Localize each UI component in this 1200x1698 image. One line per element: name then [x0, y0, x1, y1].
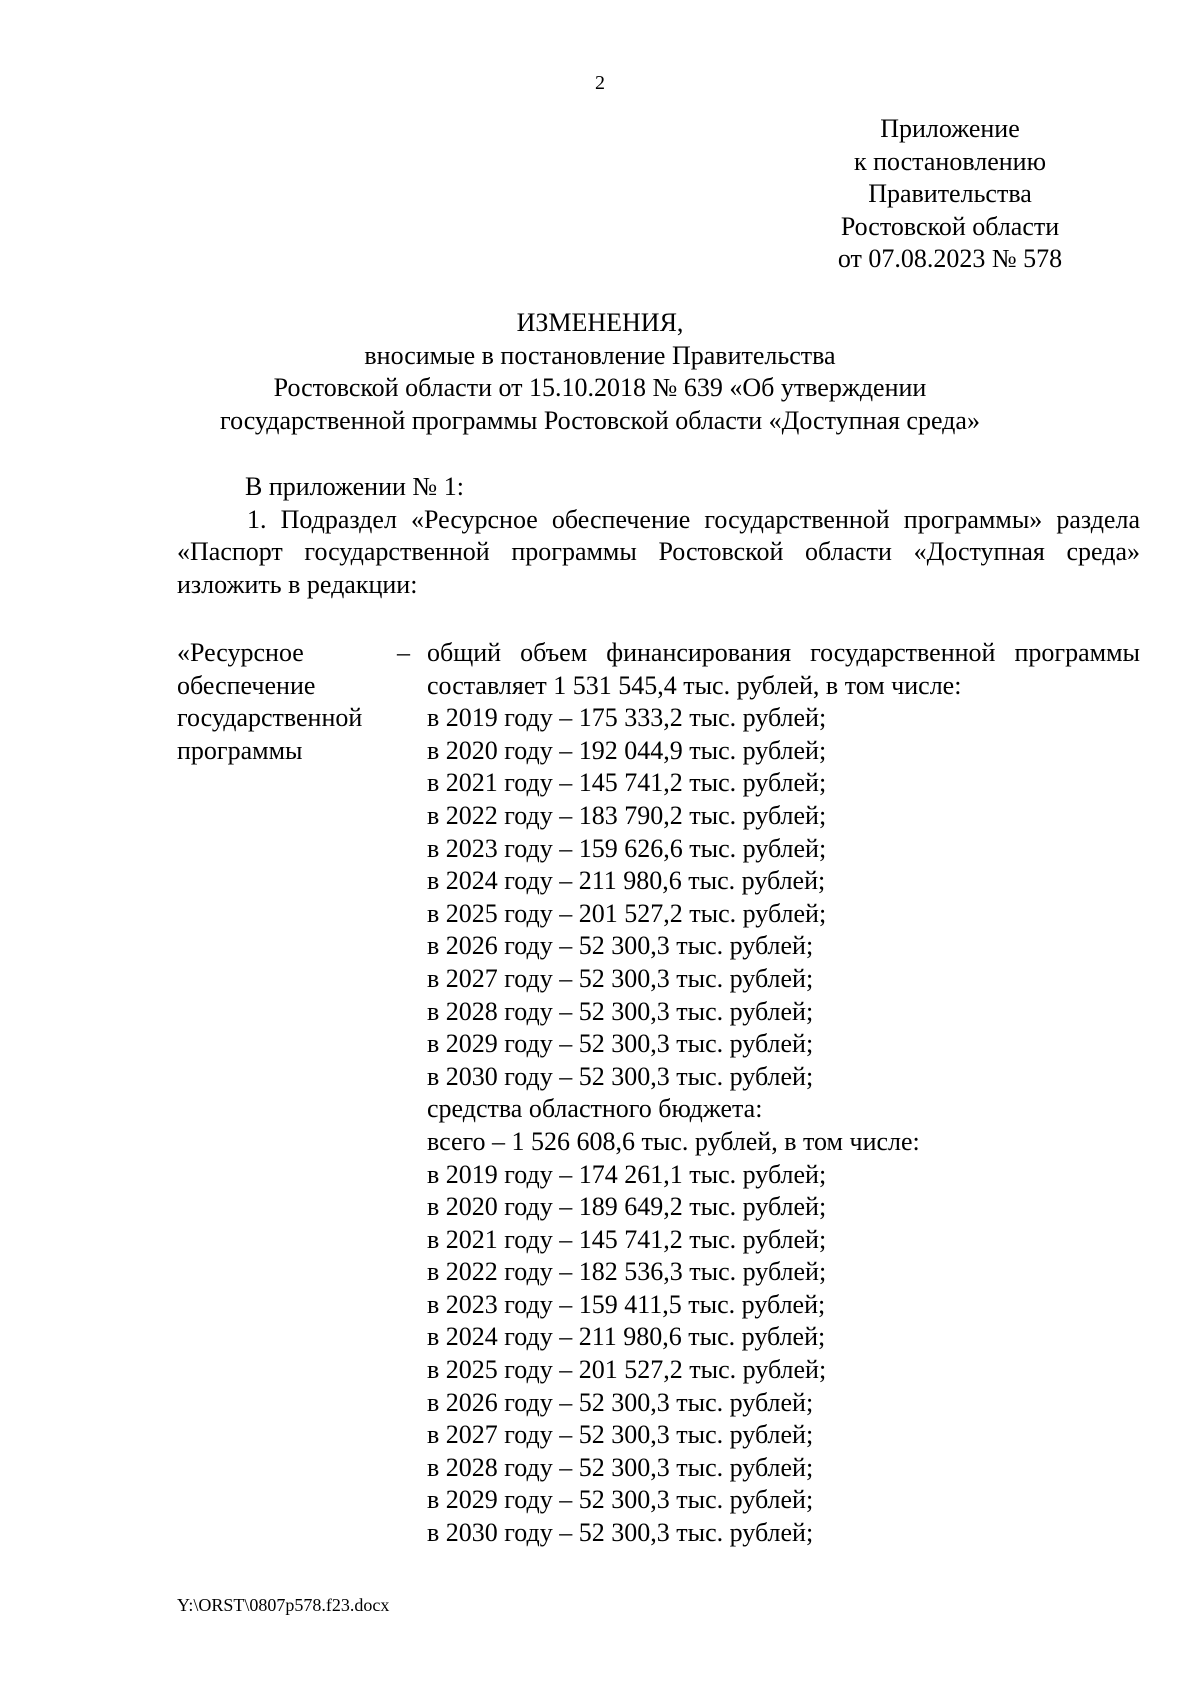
heading-line: государственной программы Ростовской области «Доступная среда» — [220, 405, 980, 435]
file-path: Y:\ORST\0807p578.f23.docx — [177, 1595, 390, 1615]
year-funding-line: в 2025 году – 201 527,2 тыс. рублей; — [427, 898, 827, 928]
year-funding-line: в 2030 году – 52 300,3 тыс. рублей; — [427, 1061, 814, 1091]
year-funding-line: в 2025 году – 201 527,2 тыс. рублей; — [427, 1355, 827, 1385]
document-title: ИЗМЕНЕНИЯ, — [516, 308, 684, 337]
year-funding-line: в 2024 году – 211 980,6 тыс. рублей; — [427, 1322, 826, 1352]
year-funding-line: в 2026 году – 52 300,3 тыс. рублей; — [427, 931, 814, 961]
year-funding-line: в 2027 году – 52 300,3 тыс. рублей; — [427, 1420, 814, 1450]
item-1-paragraph: 1. Подраздел «Ресурсное обеспечение государственной программы» раздела «Паспорт государственной программы Ростовской области «Доступная среда» изложить в редакции: — [177, 504, 1140, 599]
resource-content — [427, 637, 1140, 1550]
year-funding-line: в 2023 году – 159 411,5 тыс. рублей; — [427, 1289, 826, 1319]
year-funding-line: в 2030 году – 52 300,3 тыс. рублей; — [427, 1518, 814, 1548]
year-funding-line: в 2019 году – 175 333,2 тыс. рублей; — [427, 703, 827, 733]
resource-label: «Ресурсное обеспечение государственной программы — [177, 638, 363, 765]
regional-by-year-list — [427, 1159, 1140, 1550]
total-by-year-list — [427, 702, 1140, 1093]
year-funding-line: в 2020 году – 189 649,2 тыс. рублей; — [427, 1192, 827, 1222]
regional-budget-heading: средства областного бюджета: — [427, 1094, 763, 1124]
year-funding-line: в 2029 году – 52 300,3 тыс. рублей; — [427, 1485, 814, 1515]
year-funding-line: в 2019 году – 174 261,1 тыс. рублей; — [427, 1159, 827, 1189]
year-funding-line: в 2021 году – 145 741,2 тыс. рублей; — [427, 768, 827, 798]
year-funding-line: в 2020 году – 192 044,9 тыс. рублей; — [427, 735, 827, 765]
regional-budget-total: всего – 1 526 608,6 тыс. рублей, в том числе: — [427, 1126, 920, 1156]
appendix-line: Ростовской области — [840, 211, 1060, 241]
year-funding-line: в 2022 году – 183 790,2 тыс. рублей; — [427, 800, 827, 830]
year-funding-line: в 2022 году – 182 536,3 тыс. рублей; — [427, 1257, 827, 1287]
year-funding-line: в 2028 году – 52 300,3 тыс. рублей; — [427, 1452, 814, 1482]
year-funding-line: в 2023 году – 159 626,6 тыс. рублей; — [427, 833, 827, 863]
resource-dash: – — [397, 638, 410, 667]
funding-intro: общий объем финансирования государственной программы составляет 1 531 545,4 тыс. рублей, в том числе: — [427, 638, 1140, 700]
heading-line: Ростовской области от 15.10.2018 № 639 «Об утверждении — [273, 373, 927, 402]
heading-line: вносимые в постановление Правительства — [364, 340, 836, 370]
appendix-line: Приложение — [880, 114, 1020, 143]
appendix-reference: В приложении № 1: — [245, 472, 464, 501]
appendix-line: Правительства — [868, 179, 1032, 208]
year-funding-line: в 2027 году – 52 300,3 тыс. рублей; — [427, 963, 814, 993]
appendix-line: к постановлению — [853, 146, 1047, 176]
year-funding-line: в 2021 году – 145 741,2 тыс. рублей; — [427, 1224, 827, 1254]
year-funding-line: в 2029 году – 52 300,3 тыс. рублей; — [427, 1029, 814, 1059]
document-body — [177, 471, 1140, 601]
document-heading — [0, 307, 1200, 437]
year-funding-line: в 2026 году – 52 300,3 тыс. рублей; — [427, 1387, 814, 1417]
year-funding-line: в 2028 году – 52 300,3 тыс. рублей; — [427, 996, 814, 1026]
appendix-header — [820, 113, 1080, 276]
page-number: 2 — [595, 72, 605, 94]
appendix-line: от 07.08.2023 № 578 — [837, 244, 1063, 273]
year-funding-line: в 2024 году – 211 980,6 тыс. рублей; — [427, 866, 826, 896]
